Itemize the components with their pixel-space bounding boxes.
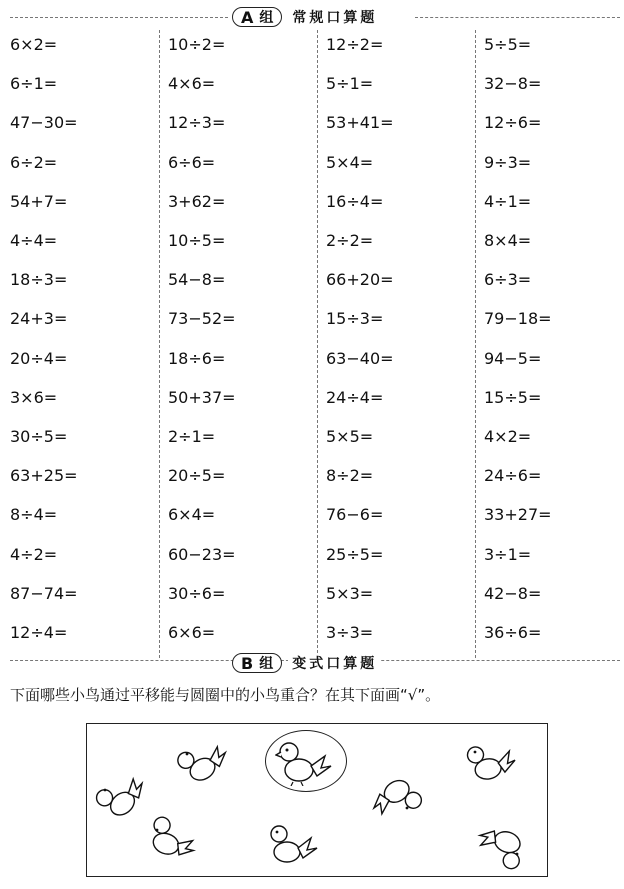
equation: 8÷4= [10,505,58,525]
section-a-header [10,6,620,28]
equation: 76−6= [326,505,384,525]
equation: 47−30= [10,113,78,133]
section-a-title: 常规口算题 [288,7,381,27]
equation: 6×4= [168,505,216,525]
equation: 8×4= [484,231,532,250]
equation: 4÷1= [484,191,532,211]
equation: 94−5= [484,348,542,368]
equation: 15÷3= [326,309,384,329]
equation: 12÷2= [326,35,384,54]
equation: 73−52= [168,309,236,329]
section-b-group: 组 [259,656,274,672]
equation: 6÷3= [484,270,532,290]
section-a-badge [232,7,282,27]
equation-grid [10,30,620,658]
equation: 3×6= [10,387,58,407]
equation: 12÷4= [10,623,68,642]
section-b-label [232,652,381,674]
equation-column [484,30,620,658]
divider [415,17,620,18]
equation: 5×5= [326,427,374,446]
equation: 6÷6= [168,152,216,172]
divider [475,30,476,658]
equation: 6×6= [168,623,216,642]
equation: 4×6= [168,74,216,94]
section-a-label [232,6,381,28]
equation-column [168,30,318,658]
equation: 79−18= [484,309,552,329]
equation: 32−8= [484,74,542,94]
equation: 15÷5= [484,387,542,407]
section-a-group: 组 [259,10,274,26]
equation: 24+3= [10,309,68,329]
bird-icon [143,816,203,868]
equation-column [10,30,160,658]
equation: 3÷3= [326,623,374,642]
equation: 8÷2= [326,466,374,486]
equation: 25÷5= [326,544,384,564]
bird-icon [463,734,523,790]
equation: 12÷3= [168,113,226,133]
question-text: 下面哪些小鸟通过平移能与圆圈中的小鸟重合？在其下面画“√”。 [10,686,441,704]
section-b-title: 变式口算题 [288,653,381,673]
equation: 36÷6= [484,623,542,642]
equation: 5÷5= [484,35,532,54]
equation: 4÷2= [10,544,58,564]
equation: 20÷5= [168,466,226,486]
equation: 66+20= [326,270,394,290]
section-a-letter: A [241,7,254,27]
section-b-badge [232,653,282,673]
divider [159,30,160,658]
equation: 10÷5= [168,231,226,250]
section-b-letter: B [241,653,254,673]
equation: 4×2= [484,427,532,446]
equation: 6÷1= [10,74,58,94]
equation: 18÷6= [168,348,226,368]
divider [317,30,318,658]
equation: 2÷1= [168,427,216,446]
equation: 50+37= [168,387,236,407]
divider [10,17,228,18]
bird-icon [175,736,231,788]
equation: 10÷2= [168,35,226,54]
equation: 30÷5= [10,427,68,446]
equation: 33+27= [484,505,552,525]
equation: 9÷3= [484,152,532,172]
equation: 24÷4= [326,387,384,407]
bird-illustration [86,723,548,877]
equation: 2÷2= [326,231,374,250]
section-b-header [10,652,620,674]
equation: 16÷4= [326,191,384,211]
equation: 18÷3= [10,270,68,290]
bird-icon [471,812,531,872]
equation: 63+25= [10,466,78,486]
equation: 54−8= [168,270,226,290]
equation: 53+41= [326,113,394,133]
equation: 20÷4= [10,348,68,368]
equation: 60−23= [168,544,236,564]
equation: 3+62= [168,191,226,211]
equation: 6×2= [10,35,58,54]
equation: 24÷6= [484,466,542,486]
equation-column [326,30,476,658]
equation: 63−40= [326,348,394,368]
bird-icon [275,736,337,786]
equation: 4÷4= [10,231,58,250]
bird-icon [265,816,323,870]
equation: 42−8= [484,583,542,603]
bird-icon [363,768,423,826]
equation: 5×3= [326,583,374,603]
equation: 87−74= [10,583,78,603]
equation: 5×4= [326,152,374,172]
equation: 30÷6= [168,583,226,603]
equation: 3÷1= [484,544,532,564]
equation: 6÷2= [10,152,58,172]
equation: 5÷1= [326,74,374,94]
equation: 12÷6= [484,113,542,133]
equation: 54+7= [10,191,68,211]
